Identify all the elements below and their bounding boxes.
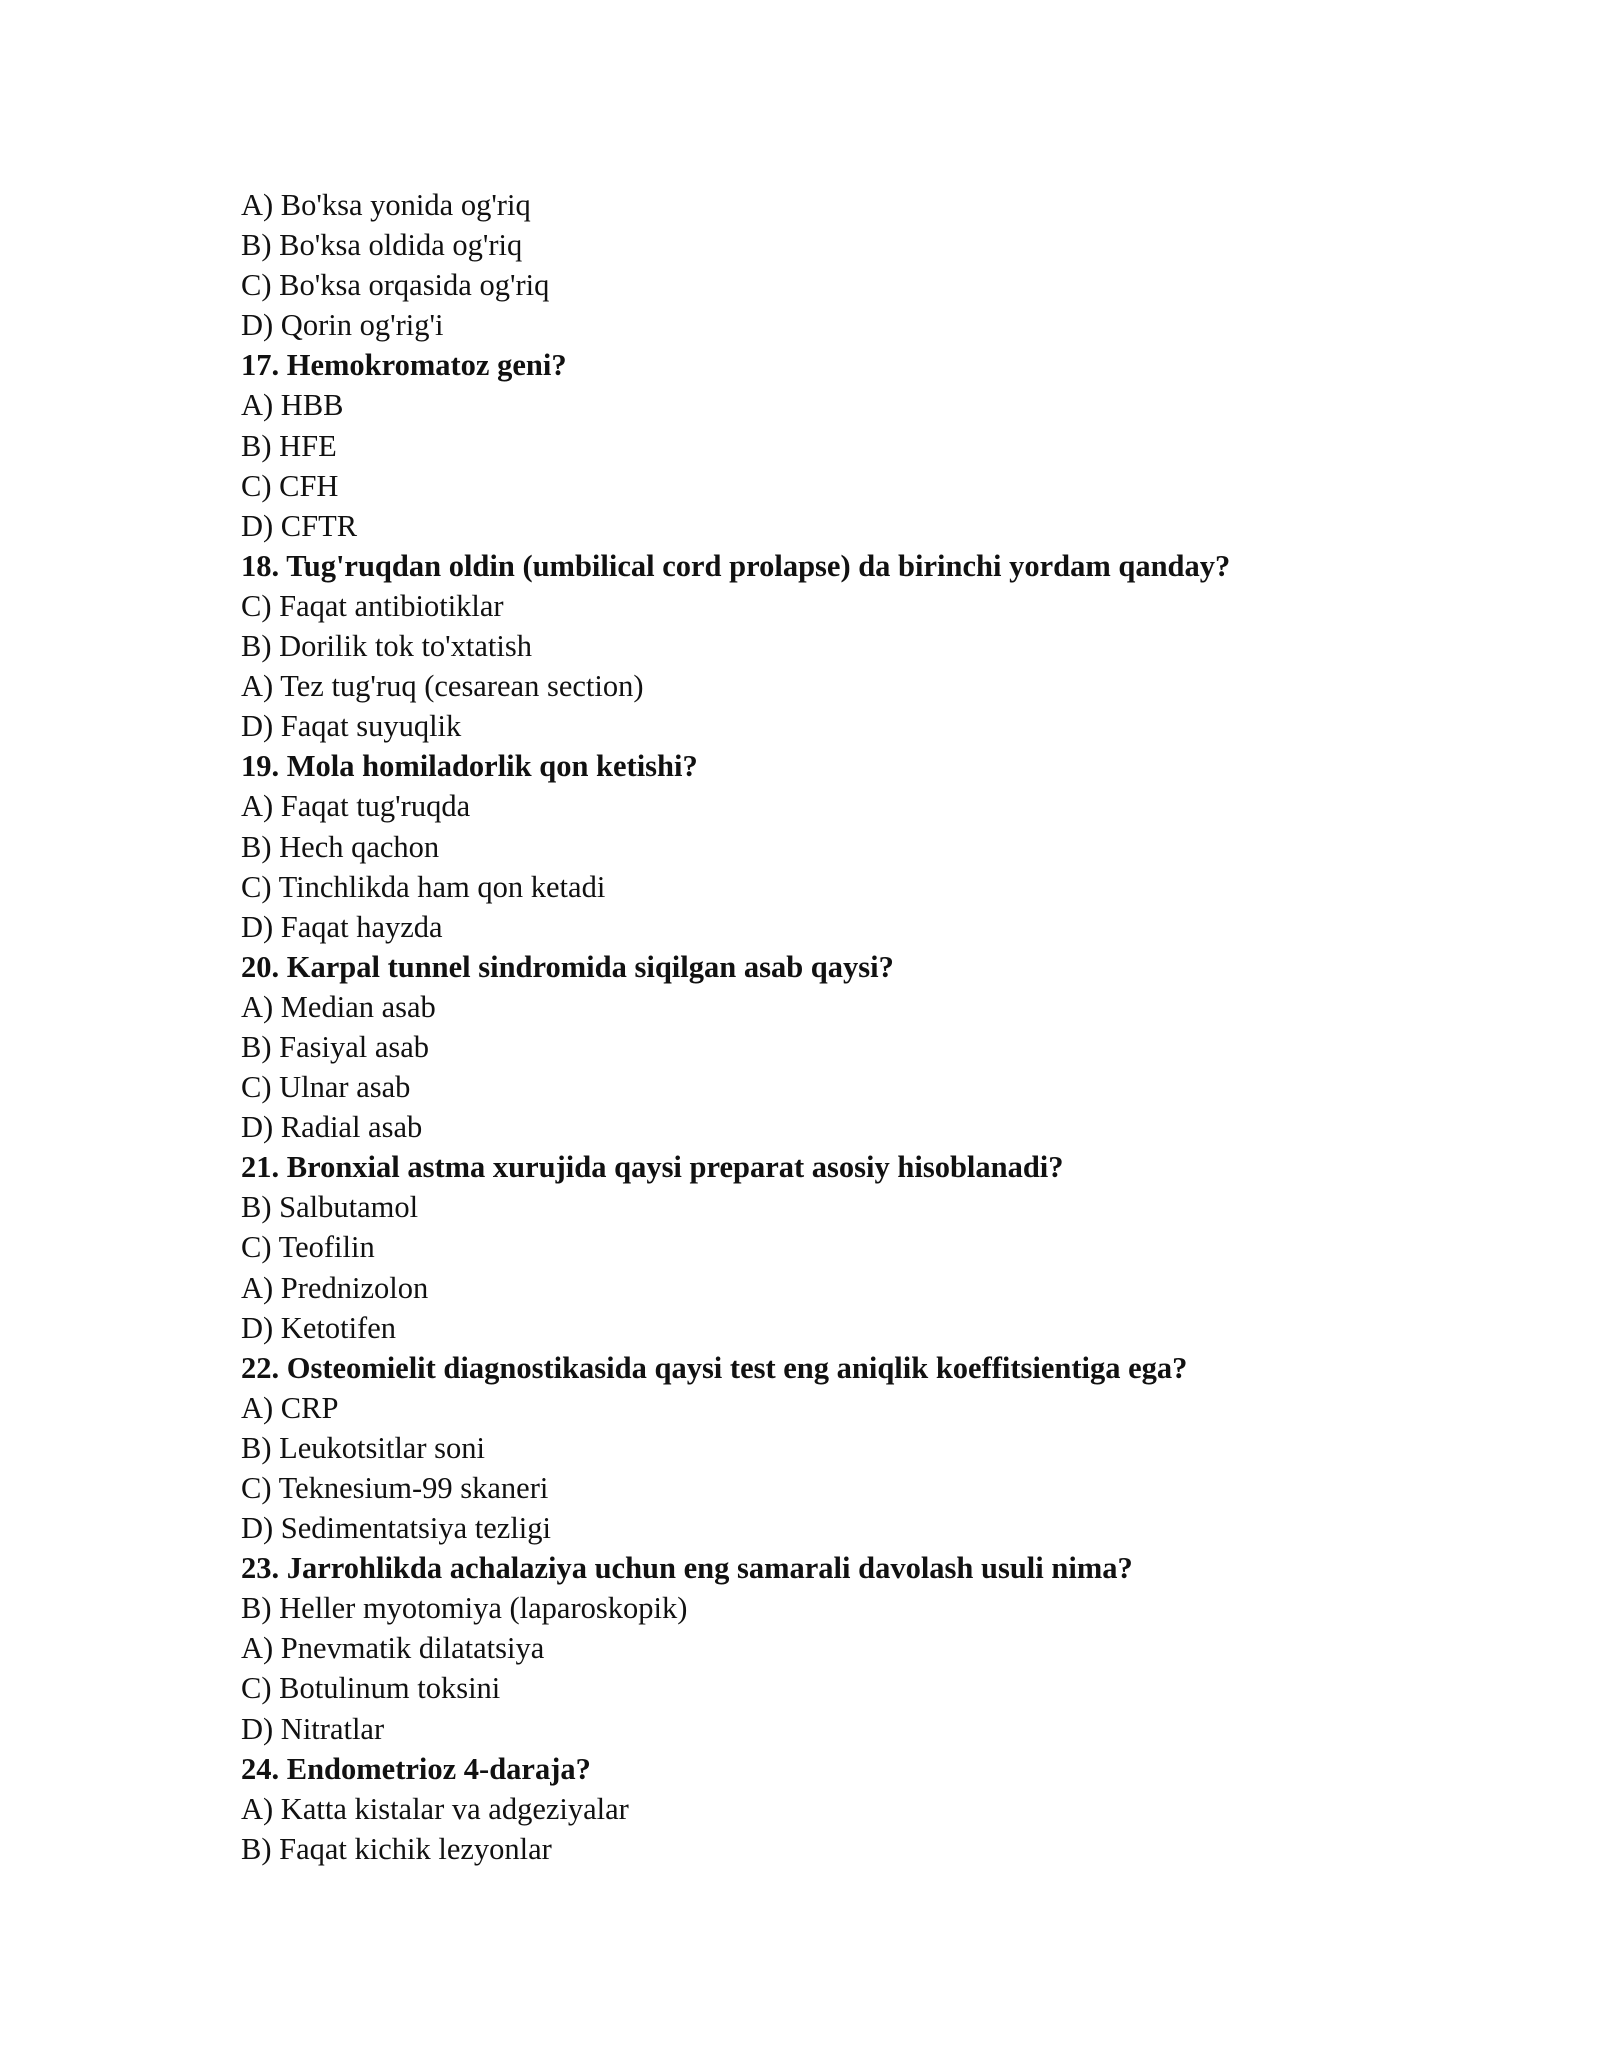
answer-option: B) Salbutamol <box>241 1190 419 1225</box>
answer-option: B) Fasiyal asab <box>241 1029 430 1064</box>
question-title: 17. Hemokromatoz geni? <box>241 348 567 383</box>
answer-option: A) Median asab <box>241 989 436 1024</box>
answer-option: D) Ketotifen <box>241 1310 396 1345</box>
question-title: 21. Bronxial astma xurujida qaysi preparat asosiy hisoblanadi? <box>241 1150 1064 1185</box>
answer-option: A) HBB <box>241 388 344 423</box>
answer-option: A) Katta kistalar va adgeziyalar <box>241 1791 629 1826</box>
answer-option: C) Teofilin <box>241 1230 375 1265</box>
answer-option: A) Pnevmatik dilatatsiya <box>241 1631 545 1666</box>
answer-option: B) Faqat kichik lezyonlar <box>241 1831 552 1866</box>
question-title: 23. Jarrohlikda achalaziya uchun eng samarali davolash usuli nima? <box>241 1551 1133 1586</box>
answer-option: C) Ulnar asab <box>241 1070 411 1105</box>
answer-option: D) CFTR <box>241 508 358 543</box>
answer-option: B) Bo'ksa oldida og'riq <box>241 228 523 263</box>
answer-option: A) Faqat tug'ruqda <box>241 789 471 824</box>
answer-option: A) Prednizolon <box>241 1270 429 1305</box>
question-title: 24. Endometrioz 4-daraja? <box>241 1751 591 1786</box>
answer-option: B) HFE <box>241 428 337 463</box>
answer-option: C) Teknesium-99 skaneri <box>241 1471 549 1505</box>
quiz-content <box>241 185 1441 1869</box>
answer-option: C) CFH <box>241 468 339 503</box>
answer-option: A) Tez tug'ruq (cesarean section) <box>241 669 644 704</box>
question-title: 19. Mola homiladorlik qon ketishi? <box>241 749 698 784</box>
answer-option: B) Leukotsitlar soni <box>241 1430 485 1465</box>
answer-option: C) Tinchlikda ham qon ketadi <box>241 869 606 904</box>
question-title: 20. Karpal tunnel sindromida siqilgan asab qaysi? <box>241 949 894 984</box>
answer-option: C) Botulinum toksini <box>241 1671 501 1706</box>
answer-option: B) Hech qachon <box>241 829 440 864</box>
answer-option: D) Nitratlar <box>241 1711 385 1746</box>
answer-option: B) Heller myotomiya (laparoskopik) <box>241 1591 688 1626</box>
answer-option: D) Faqat hayzda <box>241 909 443 944</box>
answer-option: A) CRP <box>241 1390 339 1425</box>
answer-option: B) Dorilik tok to'xtatish <box>241 629 533 664</box>
answer-option: C) Bo'ksa orqasida og'riq <box>241 268 550 303</box>
answer-option: D) Qorin og'rig'i <box>241 308 444 343</box>
answer-option: C) Faqat antibiotiklar <box>241 588 504 623</box>
question-title: 22. Osteomielit diagnostikasida qaysi test eng aniqlik koeffitsientiga ega? <box>241 1350 1188 1385</box>
answer-option: A) Bo'ksa yonida og'riq <box>241 188 531 222</box>
answer-option: D) Radial asab <box>241 1110 423 1145</box>
question-title: 18. Tug'ruqdan oldin (umbilical cord prolapse) da birinchi yordam qanday? <box>241 548 1231 583</box>
answer-option: D) Sedimentatsiya tezligi <box>241 1511 552 1546</box>
answer-option: D) Faqat suyuqlik <box>241 709 462 744</box>
